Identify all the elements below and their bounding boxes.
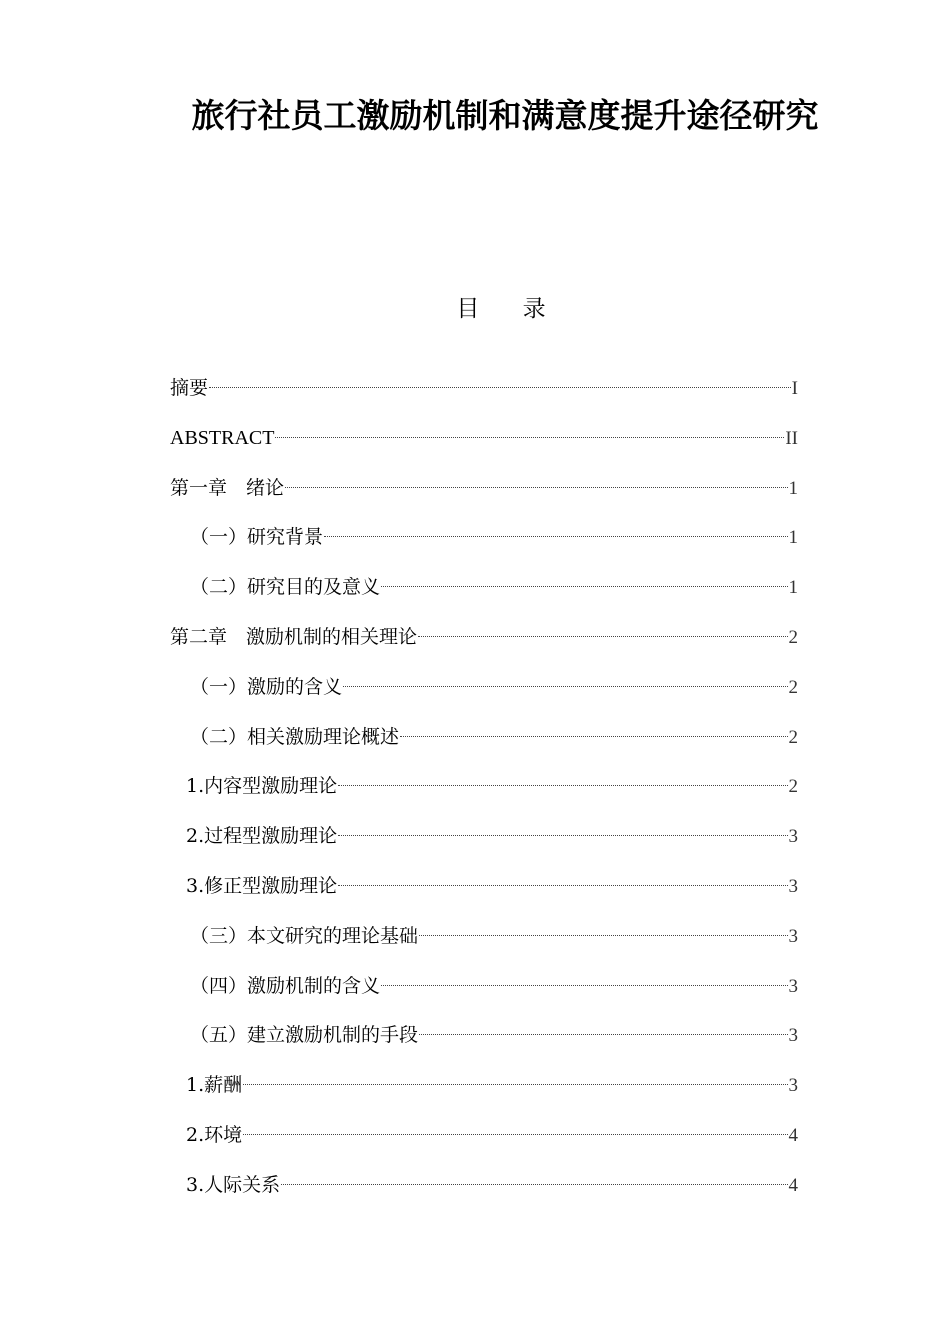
toc-page-number: 4 <box>788 1174 798 1196</box>
toc-dot-leader <box>281 1184 787 1185</box>
toc-entry-section[interactable] <box>170 968 798 1018</box>
toc-entry-text: 3.人际关系 <box>186 1173 281 1196</box>
toc-page-number: 3 <box>788 1075 798 1097</box>
toc-dot-leader <box>381 586 787 587</box>
toc-entry-text: 2.过程型激励理论 <box>186 825 338 848</box>
toc-entry-section[interactable] <box>170 569 798 619</box>
toc-dot-leader <box>243 1134 787 1135</box>
toc-page-number: 2 <box>788 626 798 648</box>
toc-page-number: 3 <box>788 925 798 947</box>
toc-entry-text: 2.环境 <box>186 1123 243 1146</box>
toc-dot-leader <box>285 487 787 488</box>
toc-entry-text: （五）建立激励机制的手段 <box>190 1024 419 1047</box>
toc-dot-leader <box>243 1084 787 1085</box>
toc-dot-leader <box>338 885 787 886</box>
toc-dot-leader <box>343 686 787 687</box>
toc-entry-section[interactable] <box>170 669 798 719</box>
toc-dot-leader <box>338 785 787 786</box>
toc-entry-subsection[interactable] <box>170 818 798 868</box>
toc-entry-text: 1.薪酬 <box>186 1074 243 1097</box>
toc-entry-subsection[interactable] <box>170 1067 798 1117</box>
toc-entry-section[interactable] <box>170 1017 798 1067</box>
toc-entry-subsection[interactable] <box>170 768 798 818</box>
toc-entry-subsection[interactable] <box>170 1117 798 1167</box>
toc-entry-section[interactable] <box>170 719 798 769</box>
toc-entry-text: 3.修正型激励理论 <box>186 874 338 897</box>
toc-dot-leader <box>209 387 791 388</box>
toc-page-number: 1 <box>788 477 798 499</box>
toc-page-number: 1 <box>788 527 798 549</box>
toc-entry-text: ABSTRACT <box>170 426 275 449</box>
toc-page-number: II <box>785 427 798 449</box>
toc-dot-leader <box>324 536 787 537</box>
toc-page-number: 2 <box>788 676 798 698</box>
toc-page-number: 3 <box>788 1025 798 1047</box>
toc-entry-text: （二）研究目的及意义 <box>190 576 381 599</box>
toc-dot-leader <box>419 935 787 936</box>
toc-entry-text: 摘要 <box>170 377 209 399</box>
toc-heading: 目 录 <box>456 296 564 322</box>
toc-entry-subsection[interactable] <box>170 1167 798 1217</box>
toc-entry-abstract-cn[interactable] <box>170 370 798 420</box>
toc-page-number: I <box>791 378 798 399</box>
toc-entry-chapter-1[interactable] <box>170 470 798 520</box>
toc-page-number: 2 <box>788 776 798 798</box>
toc-page-number: 2 <box>788 726 798 748</box>
toc-entry-section[interactable] <box>170 918 798 968</box>
toc-dot-leader <box>418 636 787 637</box>
toc-dot-leader <box>338 835 787 836</box>
toc-entry-chapter-2[interactable] <box>170 619 798 669</box>
toc-dot-leader <box>419 1034 787 1035</box>
toc-entry-text: （二）相关激励理论概述 <box>190 725 400 748</box>
toc-entry-text: （四）激励机制的含义 <box>190 974 381 997</box>
toc-entry-abstract-en[interactable] <box>170 420 798 470</box>
toc-dot-leader <box>400 736 787 737</box>
toc-entry-text: （一）研究背景 <box>190 526 324 549</box>
toc-page-number: 1 <box>788 577 798 599</box>
toc-entry-text: 1.内容型激励理论 <box>186 775 338 798</box>
toc-entry-text: （一）激励的含义 <box>190 675 343 698</box>
toc-page-number: 3 <box>788 826 798 848</box>
toc-entry-text: 第二章 激励机制的相关理论 <box>170 625 418 648</box>
toc-entry-subsection[interactable] <box>170 868 798 918</box>
toc-dot-leader <box>275 437 784 438</box>
toc-page-number: 3 <box>788 875 798 897</box>
toc-page-number: 4 <box>788 1124 798 1146</box>
toc-dot-leader <box>381 985 787 986</box>
toc-page-number: 3 <box>788 975 798 997</box>
toc-entry-text: （三）本文研究的理论基础 <box>190 924 419 947</box>
table-of-contents <box>170 370 798 1217</box>
document-title: 旅行社员工激励机制和满意度提升途径研究 <box>191 96 819 135</box>
toc-entry-section[interactable] <box>170 519 798 569</box>
toc-entry-text: 第一章 绪论 <box>170 476 285 499</box>
